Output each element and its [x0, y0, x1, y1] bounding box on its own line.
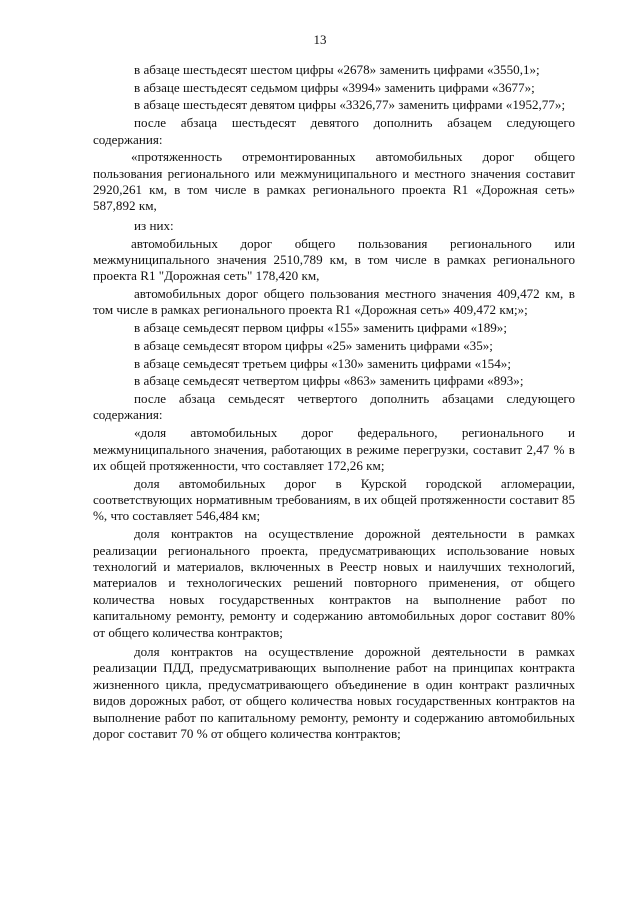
paragraph: в абзаце шестьдесят седьмом цифры «3994» заменить цифрами «3677»; [134, 79, 535, 95]
paragraph: доля контрактов на осуществление дорожной деятельности в рамках реализации регионального проекта, предусматривающих использование новых технологий и материалов, включенных в Реестр новых и наилучших технологий, материалов и технологических решений повторного применения, от общего количества новых государственных контрактов на выполнение работ по капитальному ремонту, ремонту и содержанию автомобильных дорог составит 80% от общего количества контрактов; [93, 526, 575, 640]
paragraph: после абзаца шестьдесят девятого дополнить абзацем следующего содержания: [93, 115, 575, 147]
paragraph: автомобильных дорог общего пользования регионального или межмуниципального значения 2510,789 км, в том числе в рамках регионального проекта R1 "Дорожная сеть" 178,420 км, [93, 235, 575, 284]
paragraph: «доля автомобильных дорог федерального, регионального и межмуниципального значения, работающих в режиме перегрузки, составит 2,47 % в их общей протяженности, что составляет 172,26 км; [93, 425, 575, 473]
paragraph: в абзаце шестьдесят девятом цифры «3326,77» заменить цифрами «1952,77»; [134, 97, 566, 113]
paragraph: «протяженность отремонтированных автомобильных дорог общего пользования регионального или межмуниципального и местного значения составит 2920,261 км, в том числе в рамках регионального проекта R1 «Дорожная сеть» 587,892 км, [93, 149, 575, 214]
paragraph: после абзаца семьдесят четвертого дополнить абзацами следующего содержания: [93, 390, 575, 423]
paragraph: из них: [134, 217, 174, 233]
paragraph: в абзаце семьдесят третьем цифры «130» заменить цифрами «154»; [134, 355, 511, 371]
paragraph: доля автомобильных дорог в Курской городской агломерации, соответствующих нормативным требованиям, в их общей протяженности составит 85 %, что составляет 546,484 км; [93, 475, 575, 524]
paragraph: доля контрактов на осуществление дорожной деятельности в рамках реализации ПДД, предусматривающих выполнение работ на принципах контракта жизненного цикла, предусматривающего объединение в один контракт различных видов дорожных работ, от общего количества новых государственных контрактов на выполнение работ по капитальному ремонту, ремонту и содержанию автомобильных дорог составит 70 % от общего количества контрактов; [93, 643, 575, 741]
paragraph: в абзаце семьдесят втором цифры «25» заменить цифрами «35»; [134, 337, 493, 353]
paragraph: в абзаце шестьдесят шестом цифры «2678» заменить цифрами «3550,1»; [134, 62, 540, 77]
page-number: 13 [313, 32, 327, 47]
paragraph: в абзаце семьдесят первом цифры «155» заменить цифрами «189»; [134, 320, 507, 336]
document-body [93, 62, 575, 744]
paragraph: в абзаце семьдесят четвертом цифры «863» заменить цифрами «893»; [134, 373, 524, 389]
paragraph: автомобильных дорог общего пользования местного значения 409,472 км, в том числе в рамках регионального проекта R1 «Дорожная сеть» 409,472 км;»; [93, 286, 575, 318]
